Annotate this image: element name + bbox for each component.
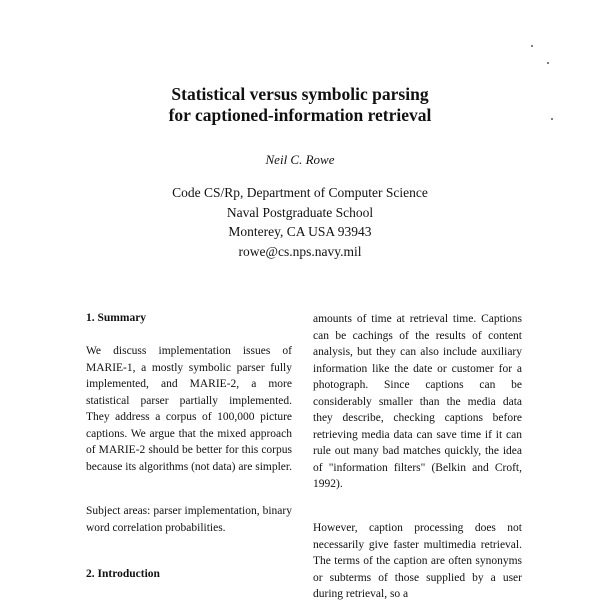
summary-paragraph: We discuss implementation issues of MARIE-1, a mostly symbolic parser fully implemented, and MARIE-2, a more statistical parser partially implemented. They address a corpus of 100,000 picture captions. We argue that the mixed approach of MARIE-2 should be better for this corpus because its algorithms (not data) are simpler. [86, 345, 292, 473]
title-line-2: for captioned-information retrieval [168, 105, 432, 125]
author-affiliation [0, 183, 600, 261]
author-name: Neil C. Rowe [265, 152, 335, 167]
subject-areas-paragraph: Subject areas: parser implementation, binary word correlation probabilities. [86, 505, 292, 534]
paper-title [0, 84, 600, 126]
author-email: rowe@cs.nps.navy.mil [238, 243, 362, 259]
affiliation-department: Code CS/Rp, Department of Computer Science [172, 185, 428, 200]
affiliation-address: Monterey, CA USA 93943 [228, 224, 372, 239]
scan-speck [531, 45, 533, 47]
title-line-1: Statistical versus symbolic parsing [171, 84, 429, 104]
scan-speck [547, 62, 549, 64]
right-column-paragraph-2: However, caption processing does not necessarily give faster multimedia retrieval. The terms of the caption are often synonyms or subterms of those supplied by a user during retrieval, so a [313, 522, 522, 600]
right-column-paragraph-1: amounts of time at retrieval time. Captions can be cachings of the results of content analysis, but they can also include auxiliary information like the date or customer for a photograph. Since captions can be considerably smaller than the media data they describe, checking captions before retrieving media data can save time if it can rule out many bad matches quickly, the idea of "information filters" (Belkin and Croft, 1992). [313, 313, 522, 490]
introduction-heading: 2. Introduction [86, 568, 160, 580]
affiliation-school: Naval Postgraduate School [226, 204, 374, 220]
summary-heading: 1. Summary [86, 312, 147, 324]
